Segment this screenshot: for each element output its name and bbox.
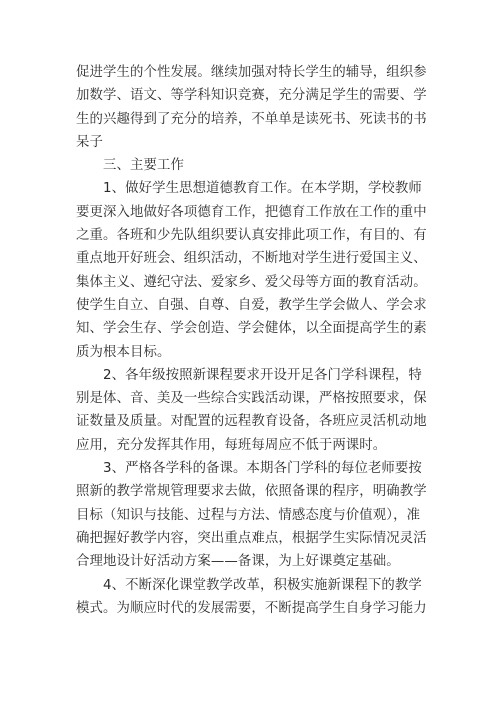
text-line: 集体主义、遵纪守法、爱家乡、爱父母等方面的教育活动。 [76,274,427,290]
text-line: 合理地设计好活动方案——备课，为上好课奠定基础。 [76,554,400,570]
text-line: 促进学生的个性发展。继续加强对特长学生的辅导，组织参 [76,65,427,80]
text-line: 质为根本目标。 [76,344,171,360]
text-line: 加数学、语文、等学科知识竞赛，充分满足学生的需要、学 [76,88,427,104]
paragraph-start: 4、不断深化课堂教学改革，积极实施新课程下的教学 [103,577,422,593]
section-heading: 三、主要工作 [103,158,184,174]
text-line: 确把握好教学内容，突出重点难点，根据学生实际情况灵活 [76,530,427,546]
text-line: 知、学会生存、学会创造、学会健体，以全面提高学生的素 [76,321,427,337]
document-body [76,61,426,620]
text-line: 使学生自立、自强、自尊、自爱，教学生学会做人、学会求 [76,297,427,313]
paragraph-start: 1、做好学生思想道德教育工作。在本学期，学校教师 [103,181,422,197]
text-line: 证数量及质量。对配置的远程教育设备，各班应灵活机动地 [76,414,427,430]
text-line: 应用，充分发挥其作用，每班每周应不低于两课时。 [76,437,387,453]
text-line: 别是体、音、美及一些综合实践活动课，严格按照要求，保 [76,391,427,407]
text-line: 目标（知识与技能、过程与方法、情感态度与价值观），准 [76,507,421,523]
paragraph-start: 3、严格各学科的备课。本期各门学科的每位老师要按 [103,461,422,477]
text-line: 要更深入地做好各项德育工作，把德育工作放在工作的重中 [76,204,427,220]
text-line: 照新的教学常规管理要求去做，依照备课的程序，明确教学 [76,484,427,500]
text-line: 之重。各班和少先队组织要认真安排此项工作，有目的、有 [76,228,427,244]
text-line: 重点地开好班会、组织活动，不断地对学生进行爱国主义、 [76,251,427,267]
text-line: 呆子 [76,134,103,150]
paragraph-start: 2、各年级按照新课程要求开设开足各门学科课程，特 [103,367,422,383]
text-line: 模式。为顺应时代的发展需要，不断提高学生自身学习能力 [76,600,427,616]
text-line: 生的兴趣得到了充分的培养，不单单是读死书、死读书的书 [76,111,427,127]
